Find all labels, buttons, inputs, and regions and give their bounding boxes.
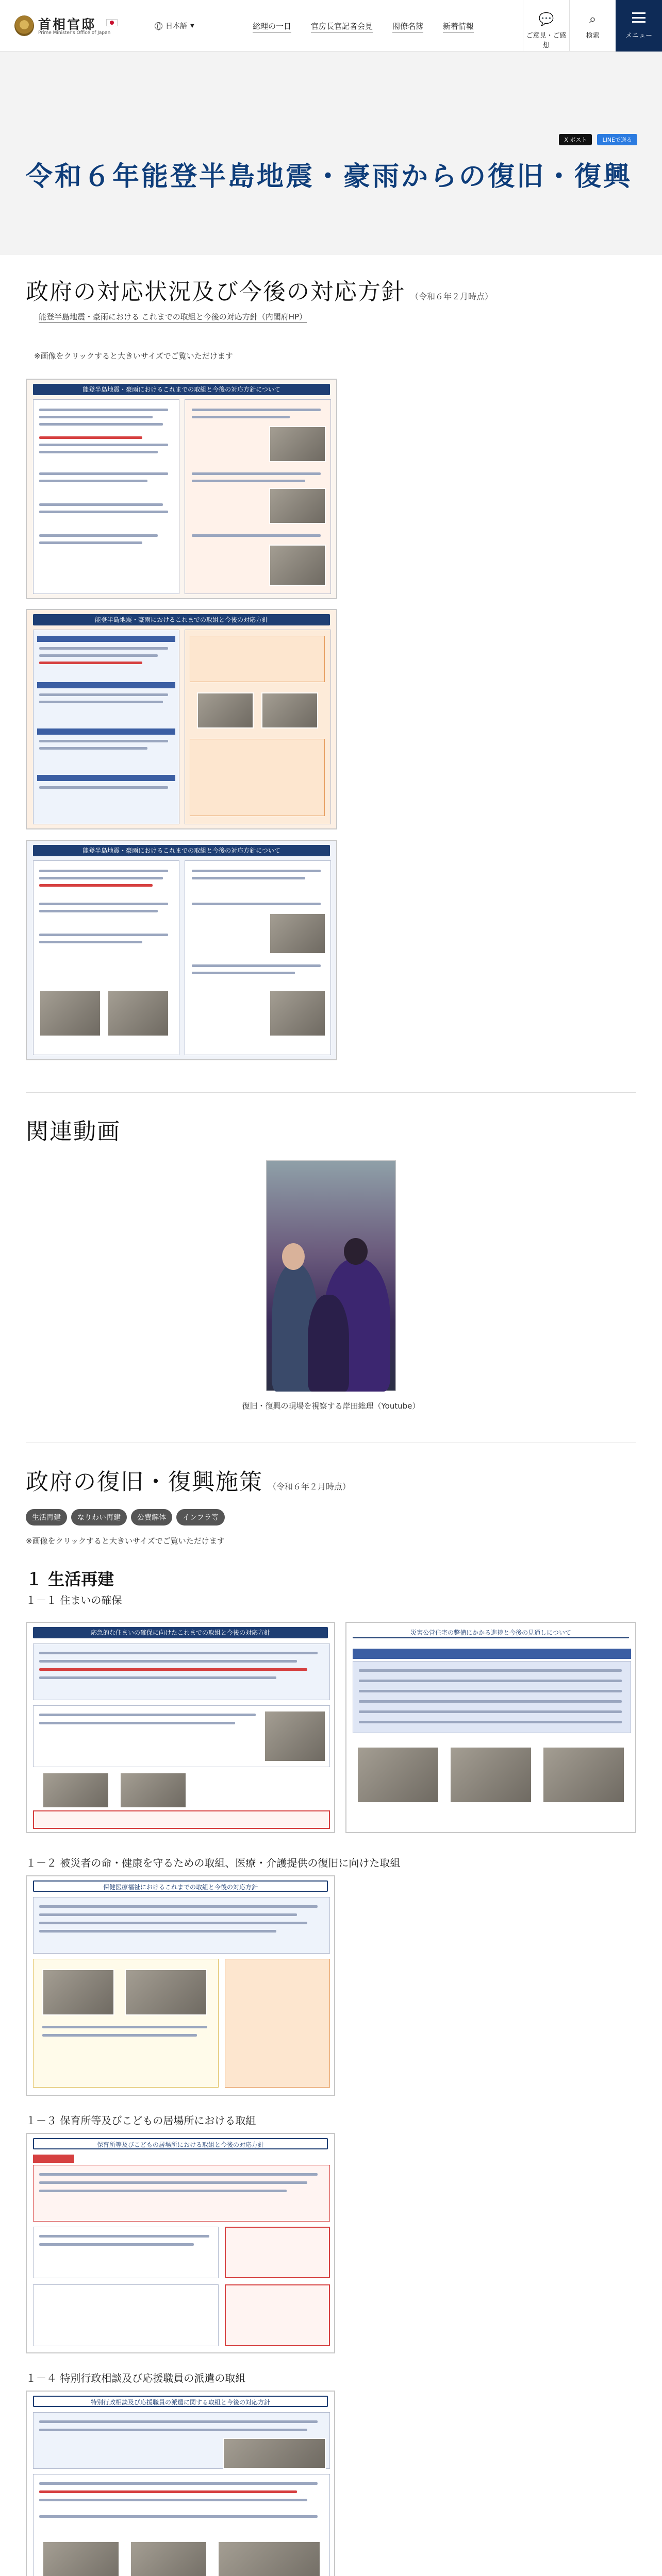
slide-text-line: [42, 2026, 207, 2028]
slide-text-line: [192, 877, 305, 879]
slide-photo: [130, 2541, 207, 2576]
item-title: １－１ 住まいの確保: [26, 1594, 122, 1606]
slide-highlight-box: [225, 1959, 330, 2088]
nav-link-news[interactable]: 新着情報: [443, 21, 474, 33]
slide-text-line: [39, 1668, 307, 1671]
slide-photo: [39, 990, 101, 1037]
slide-text-line: [39, 1930, 276, 1933]
person-figure: [308, 1295, 349, 1392]
video-thumbnail[interactable]: [266, 1160, 396, 1391]
language-selector[interactable]: [155, 21, 194, 31]
nav-link-daily[interactable]: 総理の一日: [253, 21, 291, 33]
slide-text-line: [39, 1660, 297, 1663]
slide-text-line: [39, 2490, 297, 2493]
slide-title: 応急的な住まいの確保に向けたこれまでの取組と今後の対応方針: [33, 1627, 328, 1638]
slide-text-line: [39, 870, 168, 872]
slide-photo: [357, 1747, 439, 1803]
slide-highlight-box: [225, 2227, 330, 2278]
slide-text-line: [39, 2499, 307, 2501]
opinion-button[interactable]: [523, 0, 569, 52]
globe-icon: [155, 22, 162, 30]
slide-photo: [269, 545, 326, 586]
person-face: [344, 1238, 368, 1265]
slide-section-header: [37, 682, 175, 688]
slide-title: 能登半島地震・豪雨におけるこれまでの取組と今後の対応方針: [33, 614, 330, 625]
slide-text-line: [39, 1722, 235, 1724]
slide-section-header: [33, 2155, 74, 2163]
slide-photo: [120, 1772, 187, 1808]
slide-highlight-box: [33, 1810, 330, 1829]
video-caption[interactable]: 復旧・復興の現場を視察する岸田総理（Youtube）: [242, 1401, 420, 1411]
slide-text-line: [39, 903, 168, 905]
health-slide[interactable]: [26, 1875, 335, 2096]
slide-text-line: [39, 534, 158, 537]
slide-text-line: [39, 934, 168, 936]
slide-text-line: [39, 884, 153, 887]
tag-infrastructure[interactable]: インフラ等: [176, 1509, 225, 1526]
slide-text-line: [39, 511, 168, 513]
slide-text-line: [39, 747, 147, 750]
search-icon: ⌕: [589, 12, 597, 26]
policy-slide-1[interactable]: [26, 379, 337, 599]
policy-heading: [26, 273, 493, 306]
item-title: １－４ 特別行政相談及び応援職員の派遣の取組: [26, 2372, 246, 2384]
recovery-heading-text: 政府の復旧・復興施策: [26, 1469, 263, 1495]
slide-text-line: [39, 2243, 194, 2246]
nav-link-cabinet[interactable]: 閣僚名簿: [392, 21, 423, 33]
paulownia-emblem-icon: [14, 15, 34, 36]
menu-button[interactable]: [616, 0, 662, 52]
slide-text-line: [39, 654, 158, 657]
slide-photo: [261, 692, 318, 728]
slide-text-line: [39, 436, 142, 439]
housing-slide-1[interactable]: [26, 1622, 335, 1833]
slide-photo: [269, 990, 326, 1037]
slide-text-line: [39, 451, 158, 453]
tag-life[interactable]: 生活再建: [26, 1509, 67, 1526]
search-button[interactable]: [569, 0, 616, 52]
slide-text-line: [39, 693, 168, 696]
slide-text-line: [192, 870, 321, 872]
slide-text-line: [39, 2515, 318, 2518]
slide-column: [33, 2284, 219, 2346]
slide-text-line: [192, 416, 290, 418]
slide-photo: [197, 692, 254, 728]
item-title: １－２ 被災者の命・健康を守るための取組、医療・介護提供の復旧に向けた取組: [26, 1857, 401, 1869]
slide-text-line: [39, 2429, 307, 2431]
share-x-button[interactable]: X ポスト: [559, 134, 592, 145]
slide-text-line: [192, 964, 321, 967]
slide-photo: [42, 1969, 114, 2015]
slide-column: [33, 2227, 219, 2278]
slide-text-line: [359, 1721, 622, 1723]
slide-photo: [269, 913, 326, 954]
recovery-note: ※画像をクリックすると大きいサイズでご覧いただけます: [26, 1536, 225, 1546]
slide-title: 保育所等及びこどもの居場所における取組と今後の対応方針: [33, 2138, 328, 2149]
slide-title: 保健医療福祉におけるこれまでの取組と今後の対応方針: [33, 1880, 328, 1892]
nav-link-press[interactable]: 官房長官記者会見: [311, 21, 373, 33]
opinion-label: ご意見・ご感想: [526, 32, 567, 49]
share-buttons: [559, 134, 637, 145]
slide-column: [33, 399, 179, 594]
slide-text-line: [39, 1905, 318, 1908]
logo-text: 首相官邸: [38, 17, 96, 32]
slide-text-line: [39, 472, 168, 475]
slide-text-line: [39, 444, 168, 446]
policy-slide-3[interactable]: [26, 840, 337, 1060]
recovery-date: （令和６年２月時点）: [268, 1482, 351, 1492]
slide-text-line: [39, 416, 153, 418]
slide-section-header: [37, 728, 175, 735]
table-header: [353, 1649, 631, 1659]
menu-label: メニュー: [625, 32, 652, 40]
policy-note: ※画像をクリックすると大きいサイズでご覧いただけます: [34, 351, 233, 361]
share-line-button[interactable]: LINEで送る: [597, 134, 637, 145]
page-title: 令和６年能登半島地震・豪雨からの復旧・復興: [26, 161, 633, 192]
slide-text-line: [359, 1710, 622, 1713]
slide-text-line: [39, 786, 168, 789]
slide-highlight-box: [190, 636, 325, 682]
slide-section-header: [37, 636, 175, 642]
section-divider: [26, 1092, 636, 1093]
slide-text-line: [192, 534, 321, 537]
slide-photo: [269, 488, 326, 524]
logo-english-text: Prime Minister's Office of Japan: [38, 30, 111, 36]
slide-photo: [125, 1969, 207, 2015]
search-label: 検索: [586, 32, 600, 40]
slide-photo: [107, 990, 169, 1037]
item-title: １－３ 保育所等及びこどもの居場所における取組: [26, 2114, 256, 2127]
slide-highlight-box: [225, 2284, 330, 2346]
slide-photo: [542, 1747, 625, 1803]
slide-text-line: [42, 2034, 197, 2037]
slide-photo: [450, 1747, 532, 1803]
slide-text-line: [192, 972, 295, 974]
childcare-slide[interactable]: [26, 2133, 335, 2353]
japan-flag-icon: [106, 19, 118, 26]
slide-photo: [42, 1772, 109, 1808]
slide-section-header: [37, 775, 175, 781]
slide-text-line: [39, 877, 163, 879]
hamburger-icon: [632, 12, 646, 23]
slide-column: [33, 630, 179, 824]
language-label: 日本語: [166, 22, 187, 30]
section-title: １ 生活再建: [26, 1569, 114, 1589]
slide-text-line: [359, 1680, 622, 1682]
hero-section: [0, 52, 662, 255]
slide-text-line: [192, 903, 321, 905]
slide-text-line: [39, 503, 163, 506]
slide-text-line: [39, 2173, 318, 2176]
video-heading: 関連動画: [26, 1118, 121, 1145]
policy-slide-2[interactable]: [26, 609, 337, 829]
slide-text-line: [39, 2190, 287, 2192]
tag-business[interactable]: なりわい再建: [71, 1509, 127, 1526]
slide-photo: [218, 2541, 321, 2576]
slide-title: 能登半島地震・豪雨におけるこれまでの取組と今後の対応方針について: [33, 845, 330, 856]
policy-link[interactable]: 能登半島地震・豪雨における これまでの取組と今後の対応方針（内閣府HP）: [39, 312, 307, 321]
slide-text-line: [39, 2181, 307, 2184]
slide-text-line: [39, 409, 168, 411]
person-face: [282, 1243, 305, 1270]
slide-text-line: [192, 480, 305, 482]
recovery-heading: [26, 1463, 351, 1496]
tag-list: [26, 1509, 225, 1526]
tag-demolition[interactable]: 公費解体: [131, 1509, 172, 1526]
policy-heading-text: 政府の対応状況及び今後の対応方針: [26, 279, 405, 305]
slide-text-line: [359, 1690, 622, 1692]
slide-text-line: [39, 941, 142, 943]
slide-text-line: [39, 2482, 318, 2485]
site-logo[interactable]: [14, 14, 123, 37]
slide-text-line: [39, 1714, 256, 1716]
slide-text-line: [39, 1922, 307, 1924]
slide-text-line: [359, 1700, 622, 1703]
housing-slide-2[interactable]: [345, 1622, 636, 1833]
site-header: [0, 0, 662, 52]
slide-text-line: [39, 541, 142, 544]
consultation-slide[interactable]: [26, 2391, 335, 2576]
slide-text-line: [39, 480, 147, 482]
slide-text-line: [359, 1669, 622, 1672]
slide-text-line: [192, 472, 321, 475]
slide-text-line: [39, 662, 142, 664]
slide-text-line: [39, 647, 168, 650]
slide-title: 災害公営住宅の整備にかかる進捗と今後の見通しについて: [353, 1627, 629, 1638]
slide-photo: [269, 426, 326, 462]
slide-title: 特別行政相談及び応援職員の派遣に関する取組と今後の対応方針: [33, 2396, 328, 2407]
header-nav: [253, 21, 474, 33]
slide-photo: [264, 1710, 326, 1762]
slide-text-line: [39, 423, 163, 426]
slide-text-line: [39, 910, 158, 912]
chat-bubble-icon: 💬: [538, 12, 554, 26]
slide-text-line: [39, 1652, 318, 1654]
slide-text-line: [39, 1676, 276, 1679]
slide-title: 能登半島地震・豪雨におけるこれまでの取組と今後の対応方針について: [33, 384, 330, 395]
slide-text-line: [39, 1913, 297, 1916]
slide-text-line: [39, 2420, 318, 2423]
slide-photo: [223, 2438, 326, 2469]
slide-text-line: [39, 2235, 209, 2238]
slide-text-line: [192, 409, 321, 411]
chevron-down-icon: ▼: [190, 23, 194, 29]
slide-highlight-box: [190, 739, 325, 816]
slide-text-line: [39, 701, 163, 703]
slide-text-line: [39, 740, 168, 742]
slide-photo: [42, 2541, 120, 2576]
policy-date: （令和６年２月時点）: [410, 292, 493, 301]
